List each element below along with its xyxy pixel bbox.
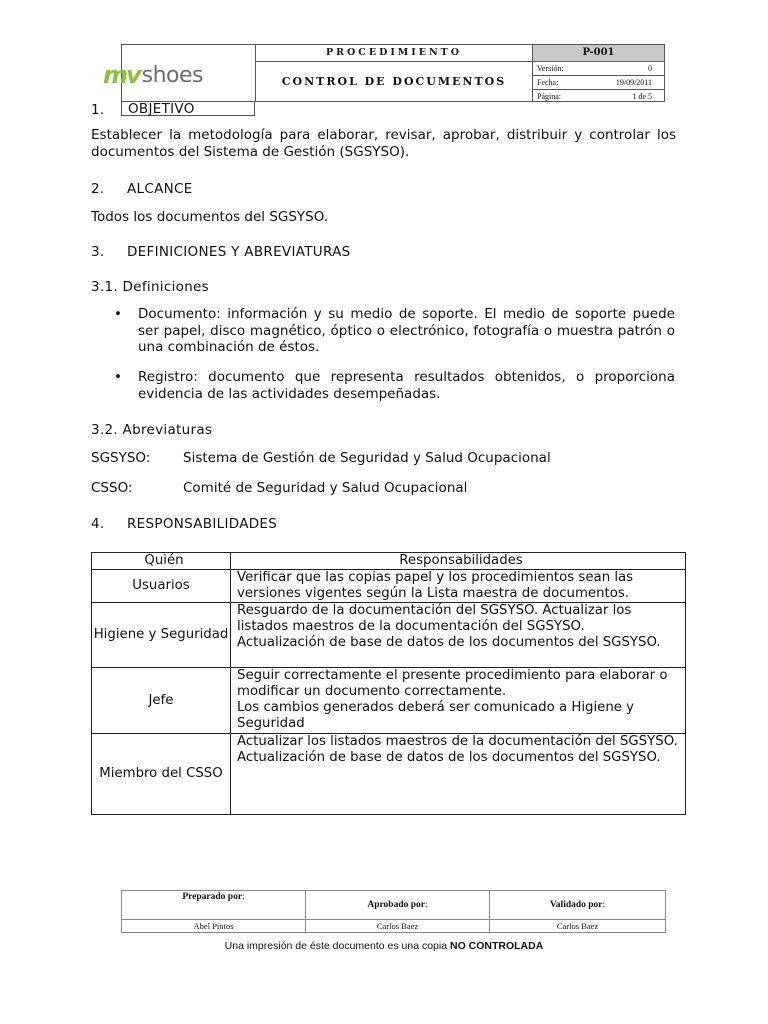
resp-cell [231,570,686,603]
page-value: 1 de 5 [632,92,652,101]
validated-label-cell: Validado por: [490,891,666,920]
document-header [103,44,665,102]
definition-registro-text: Registro: documento que representa resultados obtenidos, o proporciona evidencia de las actividades desempeñadas. [138,369,675,402]
abbr-csso-key: CSSO: [91,480,133,496]
note-prefix: Una impresión de éste documento es una copia [224,940,450,952]
abbr-sgsyso-value: Sistema de Gestión de Seguridad y Salud Ocupacional [183,450,551,466]
bullet-icon: • [114,369,122,385]
logo-cell [103,45,256,101]
approved-name: Carlos Baez [306,920,490,933]
table-row [92,570,686,603]
abbr-csso-value: Comité de Seguridad y Salud Ocupacional [183,480,468,496]
abbr-sgsyso-key: SGSYSO: [91,450,151,466]
header-section: PROCEDIMIENTO [256,45,532,62]
definition-registro [114,369,675,402]
section-3-title: DEFINICIONES Y ABREVIATURAS [127,244,351,260]
col-who-header: Quién [92,553,231,570]
approved-label-cell: Aprobado por: [306,891,490,920]
uncontrolled-copy-note [0,940,768,952]
page-row [533,90,664,103]
page-label: Página: [537,92,561,101]
header-meta-cell [533,45,664,101]
version-value: 0 [648,64,652,73]
date-row [533,76,664,90]
note-bold: NO CONTROLADA [449,940,544,952]
section-3-number: 3. [91,244,105,260]
version-label: Versión: [537,64,564,73]
section-4-title: RESPONSABILIDADES [127,516,278,532]
section-2-number: 2. [91,181,105,197]
resp-line: Seguir correctamente el presente procedimiento para elaborar o modificar un documento correctamente. [237,668,668,699]
section-2-title: ALCANCE [127,181,193,197]
resp-line: Actualizar los listados maestros de la documentación del SGSYSO. [237,734,678,749]
table-row [92,734,686,815]
responsibilities-table [91,552,686,815]
definition-documento-text: Documento: información y su medio de soporte. El medio de soporte puede ser papel, disco magnético, óptico o electrónico, fotografía o muestra patrón o una combinación de éstos. [138,306,675,355]
table-header-row [92,553,686,570]
resp-cell [231,734,686,815]
header-title-cell [256,45,533,101]
bullet-icon: • [114,306,122,322]
resp-cell [231,603,686,668]
section-3-1-title: 3.1. Definiciones [91,279,209,295]
date-value: 19/09/2011 [615,78,652,87]
resp-line: Resguardo de la documentación del SGSYSO. Actualizar los listados maestros de la documentación del SGSYSO. [237,603,632,634]
col-resp-header: Responsabilidades [231,553,686,570]
table-row [92,668,686,734]
header-title: CONTROL DE DOCUMENTOS [281,75,507,88]
logo-mv: mv [103,61,140,89]
validated-label: Validado por [549,900,603,910]
who-cell: Higiene y Seguridad [92,603,231,668]
section-4-number: 4. [91,516,105,532]
who-cell: Miembro del CSSO [92,734,231,815]
section-1-number: 1. [91,102,105,118]
section-2-text: Todos los documentos del SGSYSO. [91,209,329,225]
section-1-text: Establecer la metodología para elaborar, revisar, aprobar, distribuir y controlar los documentos del Sistema de Gestión (SGSYSO). [91,127,676,160]
who-cell: Jefe [92,668,231,734]
section-1-title: OBJETIVO [121,102,255,116]
resp-cell [231,668,686,734]
section-3-2-title: 3.2. Abreviaturas [91,422,213,438]
version-row [533,62,664,76]
approved-label: Aprobado por [367,900,425,910]
approval-table [121,890,666,933]
document-code: P-001 [533,45,664,62]
logo-shoes: shoes [141,62,204,88]
prepared-label: Preparado por [182,892,243,902]
approval-name-row [122,920,666,933]
date-label: Fecha: [537,78,559,87]
company-logo [103,60,203,90]
resp-line: Actualización de base de datos de los documentos del SGSYSO. [237,635,661,650]
approval-label-row [122,891,666,920]
prepared-label-cell: Preparado por: [122,891,306,920]
prepared-name: Abel Pintos [122,920,306,933]
resp-line: Verificar que las copias papel y los procedimientos sean las versiones vigentes según la Lista maestra de documentos. [237,570,634,601]
table-row [92,603,686,668]
definition-documento [114,306,675,356]
resp-line: Los cambios generados deberá ser comunicado a Higiene y Seguridad [237,700,635,731]
resp-line: Actualización de base de datos de los documentos del SGSYSO. [237,750,661,765]
who-cell: Usuarios [92,570,231,603]
validated-name: Carlos Baez [490,920,666,933]
